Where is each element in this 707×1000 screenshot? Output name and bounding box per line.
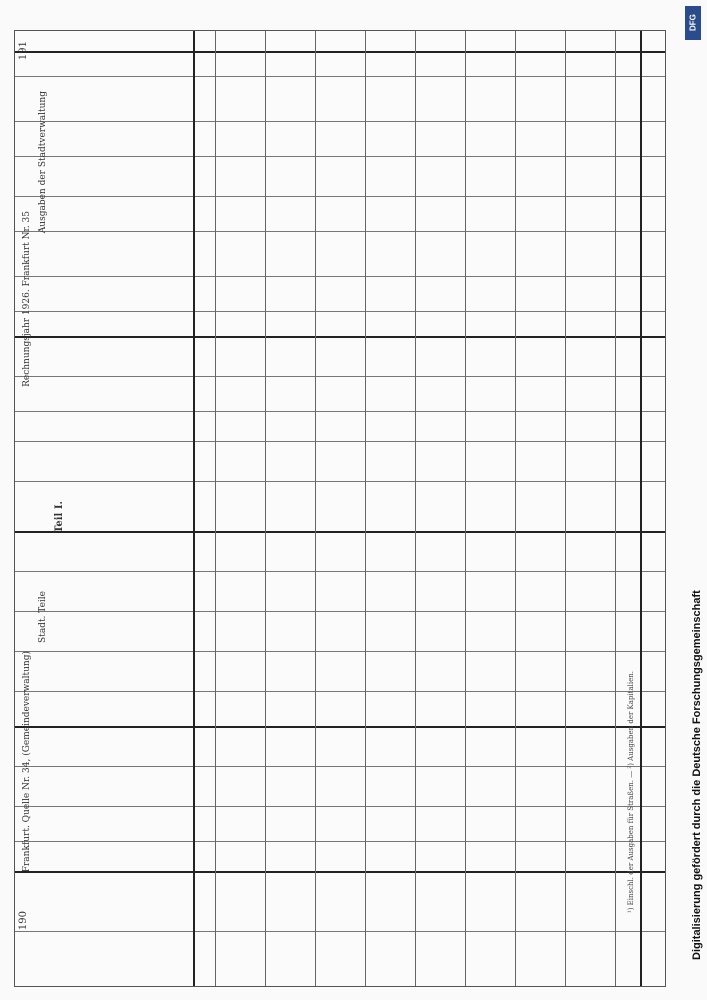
- section-mark: Teil I.: [54, 501, 65, 533]
- mid-heading: Stadt. Teile: [38, 591, 48, 643]
- ledger-table: [14, 30, 666, 987]
- page-number-left: 190: [18, 911, 29, 931]
- right-heading: Rechnungsjahr 1926. Frankfurt Nr. 35: [22, 211, 32, 387]
- footnote: ¹) Einschl. der Ausgaben für Straßen. — ²) Ausgaben der Kapitalien.: [627, 671, 635, 914]
- funding-note: Digitalisierung gefördert durch die Deutsche Forschungsgemeinschaft: [691, 590, 703, 960]
- page-number-right: 191: [18, 41, 29, 61]
- left-heading: Frankfurt. Quelle Nr. 34, (Gemeindeverwaltung): [22, 651, 32, 873]
- right-heading-2: Ausgaben der Stadtverwaltung: [38, 91, 48, 234]
- dfg-logo: DFG: [685, 6, 701, 40]
